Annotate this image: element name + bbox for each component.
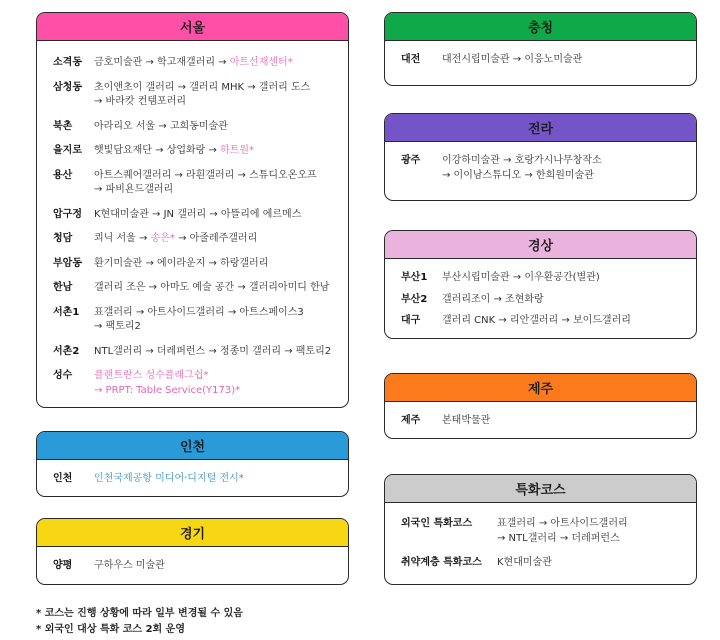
course-route: 금호미술관 → 학고재갤러리 → 아트선재센터* — [94, 57, 293, 68]
course-row — [53, 232, 334, 247]
course-row — [53, 472, 334, 487]
course-row — [401, 414, 682, 429]
region-card-jeolla — [384, 113, 697, 201]
course-row — [401, 556, 682, 571]
course-route: 갤러리조이 → 조현화랑 — [442, 293, 544, 305]
course-row — [53, 56, 334, 71]
course-row — [53, 144, 334, 159]
area-label: 소격동 — [53, 57, 82, 68]
area-label: 압구정 — [53, 208, 82, 220]
area-label: 청담 — [53, 233, 73, 244]
region-title: 경기 — [37, 519, 348, 547]
course-route: 초이앤초이 갤러리 → 갤러리 MHK → 갤러리 도스 → 바라캇 컨템포러리 — [94, 81, 311, 107]
area-label: 부암동 — [53, 257, 82, 269]
area-label: 취약계층 특화코스 — [401, 557, 482, 568]
region-card-gyeongsang — [384, 230, 697, 339]
area-label: 인천 — [53, 473, 73, 484]
region-title: 전라 — [385, 114, 696, 142]
region-card-chungcheong — [384, 12, 697, 86]
highlighted-venue: 하트원* — [220, 145, 255, 156]
course-row — [401, 314, 682, 329]
footnote: * 코스는 진행 상황에 따라 일부 변경될 수 있음 — [36, 608, 243, 619]
region-title: 제주 — [385, 374, 696, 402]
course-route: 이강하미술관 → 호랑가시나무창작소 → 이이남스튜디오 → 한희원미술관 — [442, 155, 602, 181]
area-label: 북촌 — [53, 120, 73, 132]
area-label: 한남 — [53, 282, 73, 293]
course-route: 대전시립미술관 → 이응노미술관 — [442, 54, 583, 65]
course-row — [53, 120, 334, 135]
course-row — [53, 369, 334, 398]
course-route: 갤러리 CNK → 리안갤러리 → 보이드갤러리 — [442, 315, 631, 326]
area-label: 양평 — [53, 560, 73, 571]
area-label: 삼청동 — [53, 81, 82, 93]
region-rows — [385, 259, 696, 339]
course-route: 표갤러리 → 아트사이드갤러리 → 아트스페이스3 → 팩토리2 — [94, 306, 304, 332]
course-route: 구하우스 미술관 — [94, 560, 165, 571]
highlighted-venue: 인천국제공항 미디어·디지털 전시* — [94, 473, 244, 484]
region-rows — [385, 41, 696, 76]
region-rows — [37, 460, 348, 495]
region-card-seoul — [36, 12, 349, 408]
region-title: 특화코스 — [385, 475, 696, 503]
area-label: 성수 — [53, 370, 73, 381]
area-label: 외국인 특화코스 — [401, 518, 473, 529]
area-label: 을지로 — [53, 145, 82, 156]
course-route: 환기미술관 → 에이라운지 → 하랑갤러리 — [94, 257, 269, 269]
region-rows — [385, 402, 696, 437]
course-row — [401, 271, 682, 286]
course-row — [53, 306, 334, 335]
area-label: 서촌2 — [53, 345, 80, 357]
course-row — [401, 53, 682, 68]
course-route: 아라리오 서울 → 고희동미술관 — [94, 120, 228, 132]
area-label: 부산1 — [401, 272, 428, 283]
region-title: 충청 — [385, 13, 696, 41]
course-row — [53, 208, 334, 223]
course-row — [401, 517, 682, 546]
footnote: * 외국인 대상 특화 코스 2회 운영 — [36, 624, 185, 635]
course-row — [53, 559, 334, 574]
course-row — [53, 257, 334, 272]
course-row — [401, 154, 682, 183]
course-route: 부산시립미술관 → 이우환공간(별관) — [442, 272, 600, 283]
course-route: 햇빛담요재단 → 상업화랑 → 하트원* — [94, 145, 255, 156]
highlighted-venue: 송은* — [150, 233, 175, 244]
region-rows — [385, 142, 696, 191]
region-card-gyeonggi — [36, 518, 349, 585]
course-route: NTL갤러리 → 더레퍼런스 → 정종미 갤러리 → 팩토리2 — [94, 345, 332, 357]
area-label: 대전 — [401, 54, 421, 65]
region-rows — [37, 41, 348, 408]
highlighted-venue: → PRPT: Table Service(Y173)* — [94, 384, 241, 396]
region-title: 서울 — [37, 13, 348, 41]
area-label: 대구 — [401, 315, 421, 326]
course-row — [53, 81, 334, 110]
course-row — [401, 293, 682, 308]
area-label: 용산 — [53, 169, 73, 181]
course-route: 아트스퀘어갤러리 → 라흰갤러리 → 스튜디오온오프 → 파비욘드갤러리 — [94, 169, 317, 195]
area-label: 광주 — [401, 155, 421, 166]
course-row — [53, 169, 334, 198]
course-route: K현대미술관 → JN 갤러리 → 아뜰리에 에르메스 — [94, 208, 302, 220]
course-route: 갤러리 조은 → 아마도 예술 공간 → 갤러리아미디 한남 — [94, 282, 330, 293]
course-route: K현대미술관 — [497, 557, 552, 568]
area-label: 제주 — [401, 415, 421, 426]
region-card-special-courses — [384, 474, 697, 585]
region-card-jeju — [384, 373, 697, 439]
highlighted-venue: 플랜트란스 성수플래그쉽* — [94, 370, 209, 381]
area-label: 서촌1 — [53, 306, 80, 318]
region-rows — [385, 503, 696, 579]
course-row — [53, 281, 334, 296]
region-rows — [37, 547, 348, 582]
course-route — [94, 369, 334, 398]
course-route: 본태박물관 — [442, 415, 491, 426]
course-row — [53, 345, 334, 360]
course-route — [94, 472, 334, 487]
course-route: 쾨닉 서울 → 송은* → 아줄레주갤러리 — [94, 233, 258, 244]
highlighted-venue: 아트선재센터* — [229, 57, 293, 68]
course-route: 표갤러리 → 아트사이드갤러리 → NTL갤러리 → 더레퍼런스 — [497, 518, 628, 544]
region-title: 인천 — [37, 432, 348, 460]
footnotes — [36, 606, 243, 638]
area-label: 부산2 — [401, 293, 428, 305]
region-title: 경상 — [385, 231, 696, 259]
region-card-incheon — [36, 431, 349, 497]
